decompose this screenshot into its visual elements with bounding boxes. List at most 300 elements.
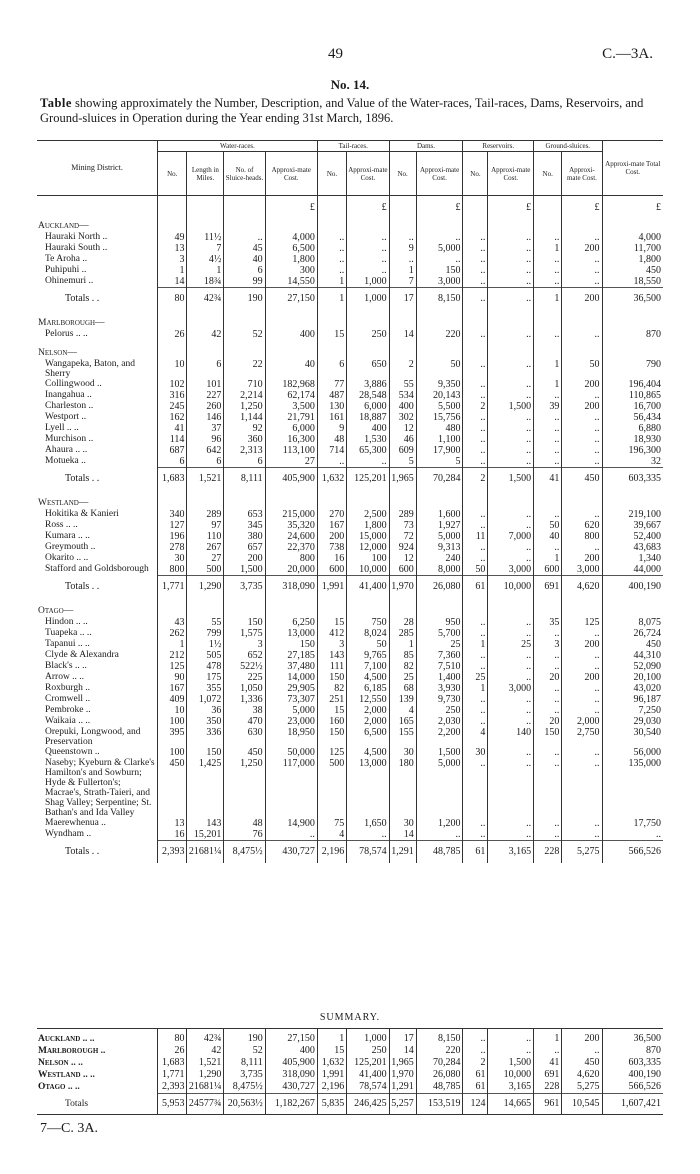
- cell: 70,284: [416, 468, 463, 491]
- cell: 12,550: [347, 694, 389, 705]
- cell: 603,335: [602, 1057, 663, 1069]
- cell: 8,150: [416, 288, 463, 311]
- cell: 29,030: [602, 716, 663, 727]
- cell: 653: [224, 509, 265, 520]
- cell: ..: [463, 390, 488, 401]
- cell: 400: [389, 401, 416, 412]
- cell: 316: [158, 390, 187, 401]
- cell: 1,600: [416, 509, 463, 520]
- cell: 409: [158, 694, 187, 705]
- cell: ..: [317, 265, 346, 276]
- district-heading-row: [37, 310, 663, 329]
- cell: 6,880: [602, 423, 663, 434]
- table-row: [37, 661, 663, 672]
- col-ground-sluices: Ground-sluices.: [534, 141, 602, 152]
- cell: 7: [187, 243, 224, 254]
- row-label: Otago .. ..: [38, 1082, 80, 1093]
- table-row: [37, 390, 663, 401]
- cell: ..: [463, 1029, 488, 1046]
- cell: ..: [463, 232, 488, 243]
- cell: 6: [158, 456, 187, 468]
- row-label: Totals . .: [37, 468, 158, 491]
- col-water-races: Water-races.: [158, 141, 318, 152]
- cell: [534, 196, 562, 214]
- row-label: Inangahua ..: [45, 390, 92, 400]
- cell: 360: [224, 434, 265, 445]
- cell: [534, 598, 562, 617]
- cell: 18,550: [602, 276, 663, 288]
- cell: 78,574: [347, 841, 389, 864]
- cell: ..: [534, 747, 562, 758]
- cell: 18¾: [187, 276, 224, 288]
- cell: ..: [488, 650, 534, 661]
- cell: 6,185: [347, 683, 389, 694]
- cell: 2,393: [158, 1081, 187, 1094]
- cell: [224, 598, 265, 617]
- cell: 2,196: [317, 841, 346, 864]
- cell: [224, 213, 265, 232]
- cell: 44,000: [602, 564, 663, 576]
- cell: 4,500: [347, 747, 389, 758]
- cell: ..: [488, 694, 534, 705]
- cell: ..: [562, 542, 602, 553]
- cell: [463, 490, 488, 509]
- cell: 22: [224, 359, 265, 379]
- cell: [389, 340, 416, 359]
- cell: ..: [488, 390, 534, 401]
- row-label: Auckland .. ..: [37, 1029, 158, 1046]
- cell: [265, 310, 317, 329]
- cell: 40: [534, 531, 562, 542]
- cell: 110,865: [602, 390, 663, 401]
- summary-row: [37, 1057, 663, 1069]
- cell: 4,500: [347, 672, 389, 683]
- cell: 6: [187, 456, 224, 468]
- cell: 609: [389, 445, 416, 456]
- cell: ..: [602, 829, 663, 841]
- cell: ..: [463, 359, 488, 379]
- cell: 24577¾: [187, 1094, 224, 1115]
- table-row: [37, 639, 663, 650]
- cell: 2,000: [562, 716, 602, 727]
- cell: 7,100: [347, 661, 389, 672]
- cell: 480: [416, 423, 463, 434]
- cell: [488, 598, 534, 617]
- cell: 1,500: [488, 1057, 534, 1069]
- cell: 260: [187, 401, 224, 412]
- cell: ..: [562, 509, 602, 520]
- cell: ..: [463, 716, 488, 727]
- cell: 4,620: [562, 576, 602, 599]
- cell: 687: [158, 445, 187, 456]
- cell: 16,300: [265, 434, 317, 445]
- cell: 200: [562, 553, 602, 564]
- cell: 14: [158, 276, 187, 288]
- cell: 143: [187, 818, 224, 829]
- cell: 620: [562, 520, 602, 531]
- table-row: [37, 520, 663, 531]
- cell: 2,000: [347, 705, 389, 716]
- cell: [158, 310, 187, 329]
- cell: 4: [463, 727, 488, 747]
- cell: 135,000: [602, 758, 663, 818]
- cell: ..: [463, 758, 488, 818]
- cell: 76: [224, 829, 265, 841]
- cell: 16: [317, 553, 346, 564]
- cell: 2,030: [416, 716, 463, 727]
- row-label: Greymouth ..: [45, 542, 96, 552]
- cell: [187, 340, 224, 359]
- cell: 5,700: [416, 628, 463, 639]
- cell: 17,750: [602, 818, 663, 829]
- cell: 225: [224, 672, 265, 683]
- cell: 1,650: [347, 818, 389, 829]
- cell: ..: [389, 232, 416, 243]
- district-heading: Nelson—: [38, 348, 77, 358]
- cell: ..: [488, 829, 534, 841]
- cell: 15: [317, 705, 346, 716]
- cell: 52: [224, 1045, 265, 1057]
- cell: 4: [317, 829, 346, 841]
- cell: 26: [158, 1045, 187, 1057]
- cell: 80: [158, 1029, 187, 1046]
- page-number: 49: [328, 46, 343, 62]
- cell: 1,521: [187, 468, 224, 491]
- cell: 9,313: [416, 542, 463, 553]
- cell: 215,000: [265, 509, 317, 520]
- cell: ..: [562, 254, 602, 265]
- cell: 21681¼: [187, 841, 224, 864]
- cell: 30: [463, 747, 488, 758]
- cell: 20: [534, 672, 562, 683]
- cell: ..: [488, 818, 534, 829]
- row-label: Maerewhenua ..: [45, 818, 106, 828]
- cell: 10,000: [488, 576, 534, 599]
- cell: ..: [488, 445, 534, 456]
- cell: 340: [158, 509, 187, 520]
- cell: 146: [187, 412, 224, 423]
- summary-table: [37, 1028, 663, 1115]
- cell: [488, 490, 534, 509]
- cell: 1,500: [224, 564, 265, 576]
- cell: 111: [317, 661, 346, 672]
- table-row: [37, 683, 663, 694]
- cell: 1: [534, 553, 562, 564]
- table-row: [37, 628, 663, 639]
- cell: £: [416, 196, 463, 214]
- cell: ..: [488, 359, 534, 379]
- table-number: No. 14.: [330, 77, 370, 92]
- cell: 30: [158, 553, 187, 564]
- cell: 20,143: [416, 390, 463, 401]
- cell: 139: [389, 694, 416, 705]
- row-label: Okarito .. ..: [45, 553, 89, 563]
- cell: 1,050: [224, 683, 265, 694]
- cell: 20,563½: [224, 1094, 265, 1115]
- row-label: Ross .. ..: [45, 520, 78, 530]
- cell: 190: [224, 288, 265, 311]
- cell: 37,480: [265, 661, 317, 672]
- cell: ..: [463, 520, 488, 531]
- cell: ..: [488, 254, 534, 265]
- cell: 870: [602, 1045, 663, 1057]
- cell: ..: [488, 705, 534, 716]
- row-label: Totals: [37, 1094, 158, 1115]
- cell: 29,905: [265, 683, 317, 694]
- cell: ..: [488, 423, 534, 434]
- cell: 150: [534, 727, 562, 747]
- cell: 1,965: [389, 1057, 416, 1069]
- cell: ..: [534, 694, 562, 705]
- cell: 400,190: [602, 1069, 663, 1081]
- cell: 10: [158, 705, 187, 716]
- cell: 1,400: [416, 672, 463, 683]
- cell: [389, 310, 416, 329]
- cell: 6: [224, 456, 265, 468]
- cell: 450: [602, 639, 663, 650]
- cell: 39: [534, 401, 562, 412]
- cell: 61: [463, 576, 488, 599]
- cell: 950: [416, 617, 463, 628]
- cell: 450: [224, 747, 265, 758]
- cell: [317, 196, 346, 214]
- col-tr-no: No.: [317, 152, 346, 196]
- cell: 48,785: [416, 841, 463, 864]
- cell: [463, 340, 488, 359]
- cell: 150: [224, 617, 265, 628]
- cell: ..: [562, 683, 602, 694]
- table-row: [37, 276, 663, 288]
- cell: ..: [463, 243, 488, 254]
- cell: 1,250: [224, 401, 265, 412]
- table-row: [37, 359, 663, 379]
- cell: ..: [562, 829, 602, 841]
- cell: ..: [463, 509, 488, 520]
- cell: 61: [463, 841, 488, 864]
- col-gs-no: No.: [534, 152, 562, 196]
- cell: [602, 340, 663, 359]
- cell: 2,200: [416, 727, 463, 747]
- cell: 3,000: [488, 564, 534, 576]
- cell: 28: [389, 617, 416, 628]
- table-row: [37, 758, 663, 818]
- cell: ..: [562, 650, 602, 661]
- col-tr-cost: Approxi-mate Cost.: [347, 152, 389, 196]
- caption-lead: Table: [40, 96, 72, 110]
- cell: [562, 490, 602, 509]
- cell: 2,313: [224, 445, 265, 456]
- cell: [602, 310, 663, 329]
- cell: [224, 196, 265, 214]
- cell: 161: [317, 412, 346, 423]
- cell: [416, 213, 463, 232]
- cell: 6: [224, 265, 265, 276]
- cell: 2,393: [158, 841, 187, 864]
- cell: [389, 196, 416, 214]
- cell: 5,275: [562, 1081, 602, 1094]
- cell: 200: [562, 639, 602, 650]
- cell: 6,500: [347, 727, 389, 747]
- row-label: Hauraki North ..: [45, 232, 108, 242]
- cell: 25: [416, 639, 463, 650]
- row-label: Pembroke ..: [45, 705, 91, 715]
- cell: 50: [347, 639, 389, 650]
- cell: ..: [534, 650, 562, 661]
- row-label: Totals . .: [37, 841, 158, 864]
- cell: 4,620: [562, 1069, 602, 1081]
- cell: 3: [224, 639, 265, 650]
- cell: 1,290: [187, 576, 224, 599]
- cell: ..: [562, 758, 602, 818]
- cell: 75: [317, 818, 346, 829]
- cell: 1: [158, 639, 187, 650]
- cell: ..: [562, 232, 602, 243]
- district-heading: Westland—: [38, 498, 89, 508]
- cell: 267: [187, 542, 224, 553]
- table-row: [37, 747, 663, 758]
- cell: ..: [488, 412, 534, 423]
- cell: 40: [265, 359, 317, 379]
- cell: 1,607,421: [602, 1094, 663, 1115]
- cell: 27: [187, 553, 224, 564]
- cell: 100: [347, 553, 389, 564]
- cell: ..: [347, 265, 389, 276]
- cell: 196,300: [602, 445, 663, 456]
- cell: 9,730: [416, 694, 463, 705]
- cell: ..: [562, 412, 602, 423]
- cell: 50: [463, 564, 488, 576]
- cell: 336: [187, 727, 224, 747]
- cell: ..: [488, 456, 534, 468]
- cell: 450: [602, 265, 663, 276]
- cell: 691: [534, 1069, 562, 1081]
- cell: 2: [463, 401, 488, 412]
- cell: ..: [534, 265, 562, 276]
- col-dams-no: No.: [389, 152, 416, 196]
- cell: 162: [158, 412, 187, 423]
- cell: 32: [602, 456, 663, 468]
- cell: 4½: [187, 254, 224, 265]
- cell: ..: [562, 818, 602, 829]
- cell: 345: [224, 520, 265, 531]
- cell: 478: [187, 661, 224, 672]
- row-label: Ohinemuri ..: [45, 276, 94, 286]
- cell: 630: [224, 727, 265, 747]
- cell: 20: [534, 716, 562, 727]
- cell: ..: [534, 509, 562, 520]
- cell: ..: [562, 1045, 602, 1057]
- cell: ..: [488, 288, 534, 311]
- cell: ..: [265, 829, 317, 841]
- cell: 1,683: [158, 1057, 187, 1069]
- col-mining-district: Mining District.: [37, 141, 158, 196]
- cell: 200: [562, 379, 602, 390]
- cell: 200: [562, 672, 602, 683]
- cell: 15,000: [347, 531, 389, 542]
- cell: ..: [463, 412, 488, 423]
- cell: ..: [347, 232, 389, 243]
- cell: 38: [224, 705, 265, 716]
- cell: ..: [463, 628, 488, 639]
- cell: £: [347, 196, 389, 214]
- cell: 220: [416, 329, 463, 340]
- cell: 3,165: [488, 841, 534, 864]
- cell: ..: [534, 829, 562, 841]
- cell: 1: [463, 683, 488, 694]
- totals-row: [37, 468, 663, 491]
- table-row: [37, 254, 663, 265]
- district-heading: Marlborough—: [38, 318, 105, 328]
- cell: [463, 196, 488, 214]
- cell: 3,930: [416, 683, 463, 694]
- cell: 1: [534, 359, 562, 379]
- cell: 7,250: [602, 705, 663, 716]
- cell: 36: [187, 705, 224, 716]
- cell: 2: [389, 359, 416, 379]
- cell: 10,545: [562, 1094, 602, 1115]
- cell: 1,530: [347, 434, 389, 445]
- cell: ..: [488, 553, 534, 564]
- cell: 1,632: [317, 1057, 346, 1069]
- cell: [265, 213, 317, 232]
- cell: [224, 310, 265, 329]
- cell: 2,214: [224, 390, 265, 401]
- cell: 412: [317, 628, 346, 639]
- cell: ..: [534, 423, 562, 434]
- cell: £: [488, 196, 534, 214]
- cell: 6,000: [265, 423, 317, 434]
- cell: 1,970: [389, 1069, 416, 1081]
- table-row: [37, 705, 663, 716]
- cell: ..: [534, 683, 562, 694]
- cell: 26,724: [602, 628, 663, 639]
- cell: 160: [317, 716, 346, 727]
- col-total-cost: Approxi-mate Total Cost.: [602, 141, 663, 196]
- cell: 5: [416, 456, 463, 468]
- row-label: Lyell .. ..: [45, 423, 79, 433]
- cell: ..: [562, 456, 602, 468]
- cell: 3: [317, 639, 346, 650]
- document-reference: C.—3A.: [602, 46, 653, 62]
- cell: 42: [187, 1045, 224, 1057]
- col-res-no: No.: [463, 152, 488, 196]
- cell: ..: [463, 617, 488, 628]
- cell: 16,700: [602, 401, 663, 412]
- cell: 3: [534, 639, 562, 650]
- cell: 85: [389, 650, 416, 661]
- cell: 1,521: [187, 1057, 224, 1069]
- cell: 43,020: [602, 683, 663, 694]
- cell: ..: [463, 423, 488, 434]
- cell: 7,360: [416, 650, 463, 661]
- cell: ..: [463, 445, 488, 456]
- cell: 42: [187, 329, 224, 340]
- cell: ..: [463, 379, 488, 390]
- cell: ..: [463, 1045, 488, 1057]
- cell: 20,100: [602, 672, 663, 683]
- table-row: [37, 379, 663, 390]
- col-dams-cost: Approxi-mate Cost.: [416, 152, 463, 196]
- cell: 15: [317, 617, 346, 628]
- col-wr-cost: Approxi-mate Cost.: [265, 152, 317, 196]
- cell: 200: [562, 401, 602, 412]
- cell: 450: [562, 468, 602, 491]
- row-label: Totals . .: [37, 576, 158, 599]
- caption-text: showing approximately the Number, Description, and Value of the Water-races, Tail-races, Dams, Reservoirs, and Ground-sluices in Operation during the Year ending 31st March, 1896.: [40, 96, 644, 125]
- col-tail-races: Tail-races.: [317, 141, 389, 152]
- cell: [534, 213, 562, 232]
- cell: 35,320: [265, 520, 317, 531]
